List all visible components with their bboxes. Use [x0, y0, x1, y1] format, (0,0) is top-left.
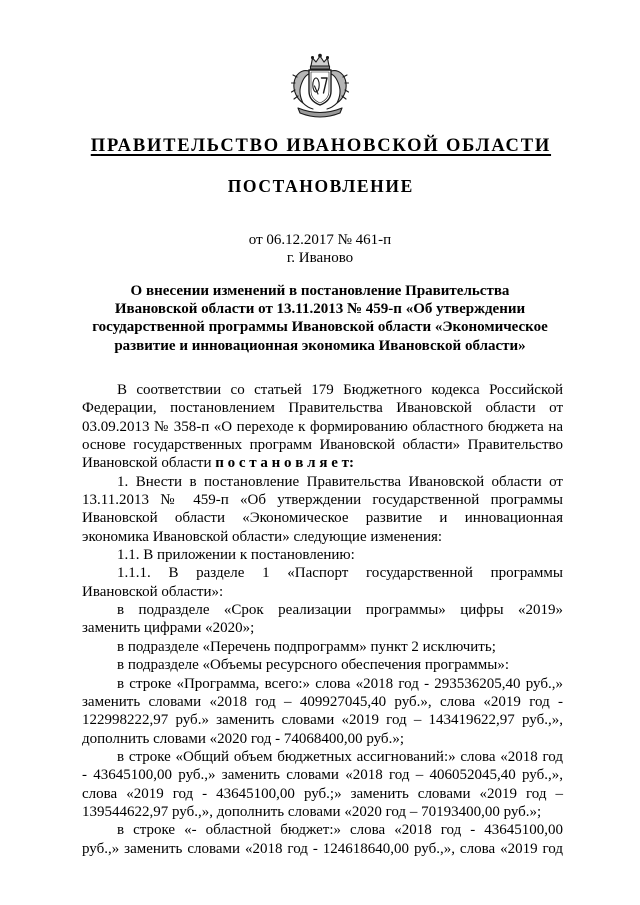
text-line: в строке «Программа, всего:» слова «2018 год - 293536205,40 руб.,» — [117, 675, 563, 692]
decree-body — [82, 381, 563, 858]
paragraph — [82, 656, 563, 674]
text-line: Ивановской области»: — [82, 583, 224, 600]
government-name-text: ПРАВИТЕЛЬСТВО ИВАНОВСКОЙ ОБЛАСТИ — [90, 136, 552, 156]
text-line: в подразделе «Срок реализации программы» цифры «2019» — [117, 602, 563, 619]
text-line: в строке «Общий объем бюджетных ассигнований:» слова «2018 год — [117, 748, 563, 765]
text-line: 03.09.2013 № 358-п «О переходе к формированию областного бюджета на — [82, 418, 563, 435]
text-line: основе государственных программ Ивановской области» Правительство — [82, 437, 563, 454]
text-line: 1. Внести в постановление Правительства Ивановской области от — [117, 473, 563, 490]
coat-of-arms-icon — [289, 53, 351, 121]
text-line: в строке «- областной бюджет:» слова «2018 год - 43645100,00 — [117, 822, 563, 839]
text-line: в подразделе «Перечень подпрограмм» пункт 2 исключить; — [117, 638, 496, 655]
text-line: слова «2019 год - 43645100,00 руб.;» заменить словами «2019 год – — [82, 785, 563, 802]
government-name — [0, 135, 640, 157]
text-line: руб.,» заменить словами «2018 год - 124618640,00 руб.,», слова «2019 год — [82, 840, 563, 857]
paragraph — [82, 546, 563, 564]
text-line: 1.1. В приложении к постановлению: — [117, 547, 355, 564]
text-line — [82, 454, 563, 472]
text-line: Федерации, постановлением Правительства Ивановской области от — [82, 400, 563, 417]
decree-title — [40, 282, 600, 355]
paragraph — [82, 675, 563, 748]
decree-city: г. Иваново — [286, 250, 354, 266]
paragraph — [82, 638, 563, 656]
text-line: В соответствии со статьей 179 Бюджетного кодекса Российской — [117, 382, 563, 398]
text-segment: Ивановской области — [82, 455, 216, 472]
decree-title-line: Ивановской области от 13.11.2013 № 459-п «Об утверждении — [114, 301, 526, 318]
text-line: дополнить словами «2020 год - 74068400,00 руб.»; — [82, 730, 404, 747]
paragraph — [82, 748, 563, 821]
text-line: 13.11.2013 № 459-п «Об утверждении государственной программы — [82, 492, 563, 509]
paragraph — [82, 473, 563, 546]
paragraph — [82, 381, 563, 473]
paragraph — [82, 601, 563, 638]
paragraph — [82, 821, 563, 858]
text-line: заменить словами «2018 год – 409927045,40 руб.», слова «2019 год - — [82, 693, 563, 710]
text-line: в подразделе «Объемы ресурсного обеспечения программы»: — [117, 657, 509, 674]
text-line: экономика Ивановской области» следующие изменения: — [82, 528, 443, 545]
decree-title-line: государственной программы Ивановской области «Экономическое — [92, 319, 548, 336]
decree-date-number: от 06.12.2017 № 461-п — [248, 232, 392, 248]
text-line: Ивановской области «Экономическое развитие и инновационная — [82, 510, 563, 527]
decree-title-line: развитие и инновационная экономика Ивановской области» — [114, 337, 526, 354]
paragraph — [82, 564, 563, 601]
document-type-heading: ПОСТАНОВЛЕНИЕ — [227, 176, 414, 196]
text-line: 139544622,97 руб.,», дополнить словами «2020 год – 70193400,00 руб.»; — [82, 803, 542, 820]
decree-requisites — [0, 231, 640, 267]
text-line: - 43645100,00 руб.,» заменить словами «2018 год – 406052045,40 руб.,», — [82, 767, 563, 784]
text-line: заменить цифрами «2020»; — [82, 620, 255, 637]
text-line: 122998222,97 руб.» заменить словами «2019 год – 143419622,97 руб.,», — [82, 712, 563, 729]
text-line: 1.1.1. В разделе 1 «Паспорт государственной программы — [117, 565, 563, 582]
decree-verb: п о с т а н о в л я е т: — [215, 455, 354, 472]
decree-title-line: О внесении изменений в постановление Правительства — [130, 283, 510, 299]
